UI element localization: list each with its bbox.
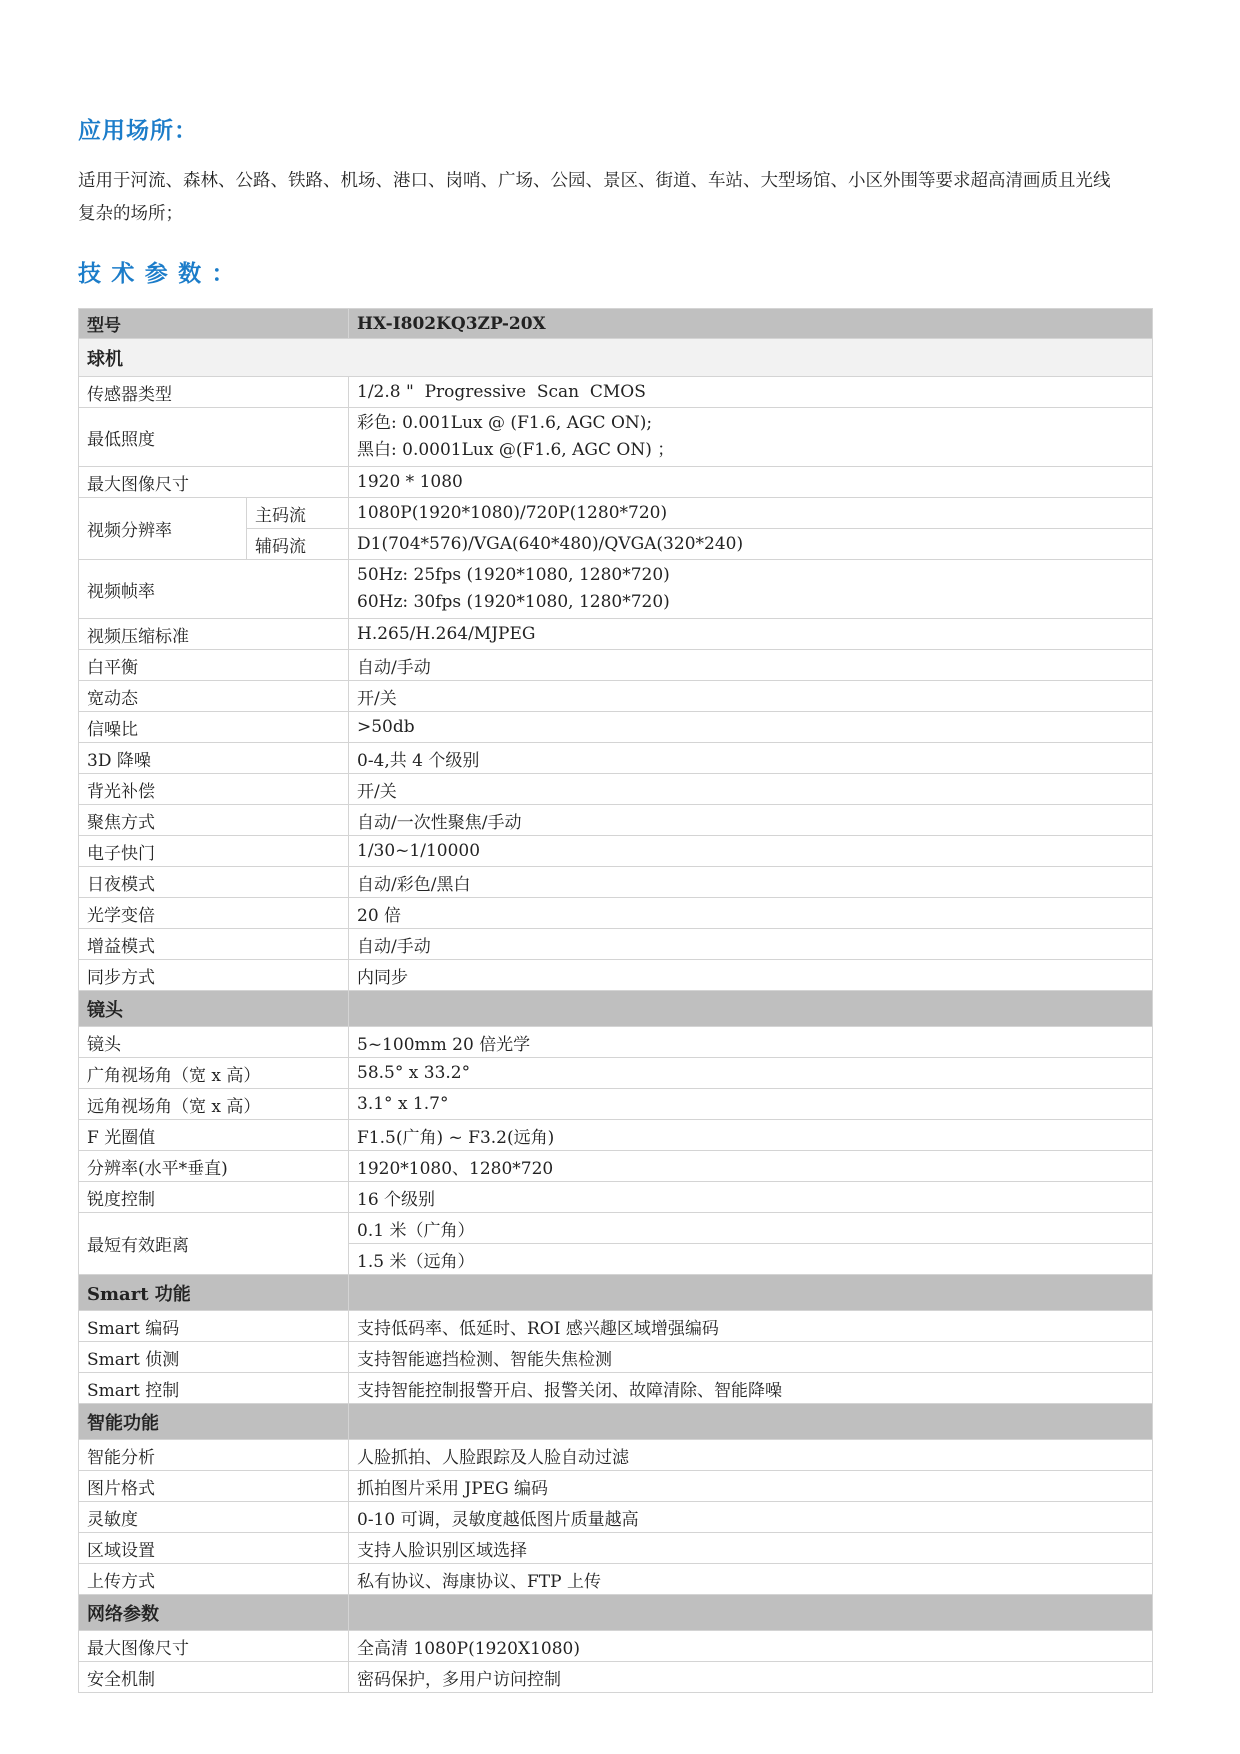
section-spacer (349, 991, 1153, 1027)
row-label: 传感器类型 (79, 377, 349, 408)
spec-row (79, 1373, 1153, 1404)
section-spacer (349, 1595, 1153, 1631)
section-label: 镜头 (79, 991, 349, 1027)
row-value: 人脸抓拍、人脸跟踪及人脸自动过滤 (349, 1440, 1153, 1471)
spec-row (79, 498, 1153, 529)
intro-paragraph: 适用于河流、森林、公路、铁路、机场、港口、岗哨、广场、公园、景区、街道、车站、大型场馆、小区外围等要求超高清画质且光线复杂的场所； (78, 171, 1111, 224)
row-label: 电子快门 (79, 836, 349, 867)
spec-row (79, 774, 1153, 805)
row-value: 1920*1080、1280*720 (349, 1151, 1153, 1182)
row-label: 视频分辨率 (79, 498, 247, 560)
row-label: 镜头 (79, 1027, 349, 1058)
row-label: 上传方式 (79, 1564, 349, 1595)
section-label: Smart 功能 (79, 1275, 349, 1311)
row-value: 0-4,共 4 个级别 (349, 743, 1153, 774)
sub-row-label: 主码流 (247, 498, 349, 529)
section-row (79, 1595, 1153, 1631)
row-value: 自动/手动 (349, 650, 1153, 681)
section-spacer (349, 1404, 1153, 1440)
row-label: Smart 编码 (79, 1311, 349, 1342)
section-label: 球机 (79, 339, 1153, 377)
row-label: 安全机制 (79, 1662, 349, 1693)
row-label: 视频压缩标准 (79, 619, 349, 650)
row-value: 自动/一次性聚焦/手动 (349, 805, 1153, 836)
row-label: 最短有效距离 (79, 1213, 349, 1275)
section-row (79, 339, 1153, 377)
row-value: 20 倍 (349, 898, 1153, 929)
heading-application: 应用场所： (78, 117, 198, 143)
row-value: >50db (349, 712, 1153, 743)
section-label: 智能功能 (79, 1404, 349, 1440)
row-value: 0.1 米（广角） (349, 1213, 1153, 1244)
spec-row (79, 1120, 1153, 1151)
row-value: 58.5° x 33.2° (349, 1058, 1153, 1089)
spec-row (79, 681, 1153, 712)
spec-row (79, 1440, 1153, 1471)
spec-row (79, 1182, 1153, 1213)
spec-row (79, 929, 1153, 960)
spec-row (79, 560, 1153, 619)
row-value: 支持智能控制报警开启、报警关闭、故障清除、智能降噪 (349, 1373, 1153, 1404)
spec-row (79, 1151, 1153, 1182)
section-label: 网络参数 (79, 1595, 349, 1631)
spec-row (79, 898, 1153, 929)
row-value: 密码保护，多用户访问控制 (349, 1662, 1153, 1693)
row-label: 分辨率(水平*垂直) (79, 1151, 349, 1182)
row-label: 同步方式 (79, 960, 349, 991)
spec-row (79, 1631, 1153, 1662)
row-value: H.265/H.264/MJPEG (349, 619, 1153, 650)
spec-row (79, 467, 1153, 498)
spec-row (79, 1533, 1153, 1564)
spec-row (79, 1089, 1153, 1120)
row-value: 16 个级别 (349, 1182, 1153, 1213)
row-label: 背光补偿 (79, 774, 349, 805)
row-value: 抓拍图片采用 JPEG 编码 (349, 1471, 1153, 1502)
row-value: 3.1° x 1.7° (349, 1089, 1153, 1120)
spec-row (79, 712, 1153, 743)
spec-row (79, 805, 1153, 836)
section-row (79, 1275, 1153, 1311)
row-label: 灵敏度 (79, 1502, 349, 1533)
row-label: F 光圈值 (79, 1120, 349, 1151)
spec-row (79, 650, 1153, 681)
row-label: 视频帧率 (79, 560, 349, 619)
row-value: 内同步 (349, 960, 1153, 991)
row-label: 聚焦方式 (79, 805, 349, 836)
row-label: 最大图像尺寸 (79, 467, 349, 498)
section-spacer (349, 1275, 1153, 1311)
row-value: 支持智能遮挡检测、智能失焦检测 (349, 1342, 1153, 1373)
row-label: Smart 控制 (79, 1373, 349, 1404)
row-value: 开/关 (349, 774, 1153, 805)
row-value: 1/2.8 " Progressive Scan CMOS (349, 377, 1153, 408)
row-label: 3D 降噪 (79, 743, 349, 774)
spec-row (79, 960, 1153, 991)
row-label: 白平衡 (79, 650, 349, 681)
spec-row (79, 1502, 1153, 1533)
spec-row (79, 1564, 1153, 1595)
row-value: 1920 * 1080 (349, 467, 1153, 498)
row-value-line: 彩色: 0.001Lux @ (F1.6, AGC ON); (357, 413, 653, 433)
spec-row (79, 867, 1153, 898)
section-row (79, 1404, 1153, 1440)
row-value: 1/30~1/10000 (349, 836, 1153, 867)
spec-row (79, 1213, 1153, 1244)
row-value: F1.5(广角) ~ F3.2(远角) (349, 1120, 1153, 1151)
row-label: Smart 侦测 (79, 1342, 349, 1373)
model-label: 型号 (79, 309, 349, 339)
row-value: 5~100mm 20 倍光学 (349, 1027, 1153, 1058)
row-value: D1(704*576)/VGA(640*480)/QVGA(320*240) (349, 529, 1153, 560)
spec-table (78, 308, 1153, 1693)
row-label: 远角视场角（宽 x 高） (79, 1089, 349, 1120)
row-label: 信噪比 (79, 712, 349, 743)
row-label: 最低照度 (79, 408, 349, 467)
row-label: 宽动态 (79, 681, 349, 712)
heading-tech-specs: 技 术 参 数 ： (78, 260, 237, 286)
row-value: 私有协议、海康协议、FTP 上传 (349, 1564, 1153, 1595)
row-value (349, 408, 1153, 467)
spec-row (79, 1662, 1153, 1693)
row-value: 自动/手动 (349, 929, 1153, 960)
row-value: 全高清 1080P(1920X1080) (349, 1631, 1153, 1662)
spec-row (79, 408, 1153, 467)
spec-row (79, 743, 1153, 774)
spec-row (79, 377, 1153, 408)
row-value: 支持低码率、低延时、ROI 感兴趣区域增强编码 (349, 1311, 1153, 1342)
row-value: 自动/彩色/黑白 (349, 867, 1153, 898)
row-value-line: 黑白: 0.0001Lux @(F1.6, AGC ON) ； (357, 440, 675, 460)
row-label: 增益模式 (79, 929, 349, 960)
row-label: 锐度控制 (79, 1182, 349, 1213)
row-value: 支持人脸识别区域选择 (349, 1533, 1153, 1564)
spec-row (79, 1342, 1153, 1373)
spec-row (79, 619, 1153, 650)
row-value (349, 560, 1153, 619)
row-label: 图片格式 (79, 1471, 349, 1502)
row-value: 开/关 (349, 681, 1153, 712)
spec-row (79, 1311, 1153, 1342)
section-row (79, 991, 1153, 1027)
spec-row (79, 1027, 1153, 1058)
row-value: 1.5 米（远角） (349, 1244, 1153, 1275)
spec-row (79, 1471, 1153, 1502)
row-label: 智能分析 (79, 1440, 349, 1471)
row-value: 1080P(1920*1080)/720P(1280*720) (349, 498, 1153, 529)
row-label: 光学变倍 (79, 898, 349, 929)
row-label: 最大图像尺寸 (79, 1631, 349, 1662)
model-header-row (79, 309, 1153, 339)
spec-row (79, 1058, 1153, 1089)
row-label: 广角视场角（宽 x 高） (79, 1058, 349, 1089)
model-value: HX-I802KQ3ZP-20X (349, 309, 1153, 339)
sub-row-label: 辅码流 (247, 529, 349, 560)
row-value: 0-10 可调，灵敏度越低图片质量越高 (349, 1502, 1153, 1533)
row-value-line: 60Hz: 30fps (1920*1080, 1280*720) (357, 592, 670, 612)
row-label: 日夜模式 (79, 867, 349, 898)
row-value-line: 50Hz: 25fps (1920*1080, 1280*720) (357, 565, 670, 585)
spec-row (79, 836, 1153, 867)
row-label: 区域设置 (79, 1533, 349, 1564)
